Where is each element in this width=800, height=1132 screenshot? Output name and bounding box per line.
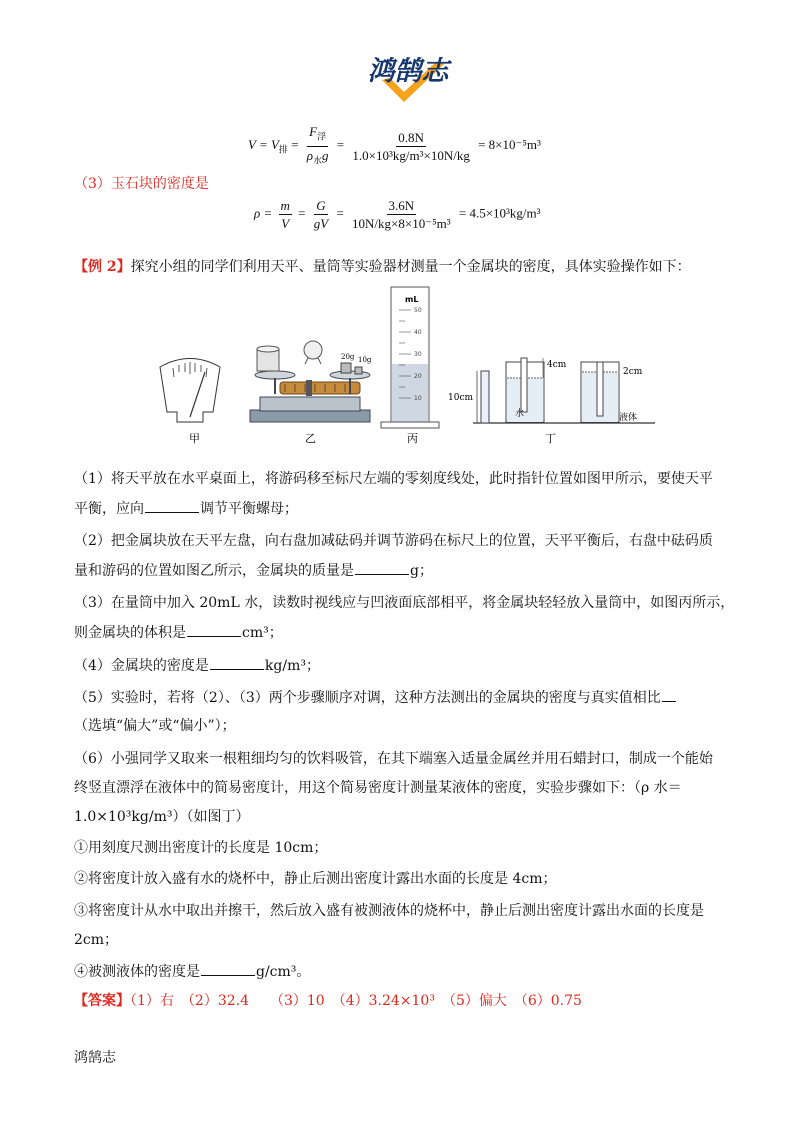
cylinder-tick-40: 40 (414, 329, 422, 336)
formula1-frac1-den-tail: g (322, 147, 329, 163)
example-intro: 探究小组的同学们利用天平、量筒等实验器材测量一个金属块的密度，具体实验操作如下： (130, 259, 691, 275)
graduated-cylinder-figure (381, 287, 439, 428)
q5-line1 (74, 687, 677, 708)
formula-volume: $V = V_排$ = $F_浮$ $\rho_水g$ = $\frac{0.8N}{\text{1.0×10³kg/m³×10N/kg}}$ = 8×10⁻⁵m³ (248, 124, 541, 166)
length-10cm: 10cm (448, 393, 474, 403)
formula2-result: = 4.5×10³kg/m³ (458, 205, 541, 221)
q4-line (74, 655, 320, 676)
answer-line (74, 991, 582, 1011)
q1-post: 调节平衡螺母； (200, 501, 298, 517)
s4-post: g/cm³。 (256, 964, 311, 980)
formula1-lhs-sub: 排 (278, 144, 288, 155)
formula2-frac2-den: gV (313, 216, 329, 231)
formula1-frac1-den-sub: 水 (313, 155, 323, 166)
liquid-label: 液体 (619, 413, 638, 423)
step-3-line1: ③将密度计从水中取出并擦干，然后放入盛有被测液体的烧杯中，静止后测出密度计露出水面的长度是 (74, 903, 704, 919)
formula2-frac1-num: m (280, 198, 290, 213)
experiment-figure (155, 282, 655, 447)
water-label: 水 (515, 409, 525, 419)
answer-text: （1）右 （2）32.4 （3）10 （4）3.24×10³ （5）偏大 （6）0.75 (130, 993, 582, 1009)
formula1-frac1-den: ρ (306, 147, 314, 163)
step-4 (74, 961, 310, 982)
formula2-frac3-num: 3.6N (388, 198, 415, 213)
formula1-frac2-den: 1.0×10³kg/m³×10N/kg (352, 147, 470, 163)
formula1-frac1-num: F (309, 124, 318, 139)
balance-figure (250, 341, 372, 422)
cylinder-unit: mL (405, 295, 419, 304)
weight-label-20g: 20g (341, 353, 355, 361)
q1-pre: 平衡，应向 (74, 501, 144, 517)
q5-blank[interactable] (662, 687, 676, 702)
cylinder-tick-50: 50 (414, 307, 422, 314)
q6-line2: 终竖直漂浮在液体中的简易密度计，用这个简易密度计测量某液体的密度，实验步骤如下：（ρ 水＝ (74, 780, 682, 796)
formula1-frac1-num-sub: 浮 (317, 131, 327, 142)
formula2-frac3-den: 10N/kg×8×10⁻⁵m³ (352, 216, 451, 231)
figure-label-bing: 丙 (407, 432, 418, 445)
formula2-lhs: ρ = (254, 205, 273, 221)
s4-pre: ④被测液体的密度是 (74, 964, 200, 980)
s4-blank[interactable] (201, 961, 255, 976)
length-2cm: 2cm (623, 367, 643, 377)
q2-line1: （2）把金属块放在天平左盘，向右盘加减砝码并调节游码在标尺上的位置，天平平衡后，右盘中砝码质 (74, 533, 713, 549)
q3-pre: 则金属块的体积是 (74, 625, 186, 641)
q2-post: g； (410, 563, 433, 579)
weight-label-10g: 10g (358, 356, 372, 364)
cylinder-tick-20: 20 (414, 373, 422, 380)
answer-tag: 【答案】 (74, 993, 130, 1009)
cylinder-tick-10: 10 (414, 395, 422, 402)
q4-blank[interactable] (210, 655, 264, 670)
q2-line2 (74, 560, 433, 581)
step-3-line2: 2cm； (74, 932, 119, 948)
logo (352, 50, 464, 106)
q3-post: cm³； (242, 625, 283, 641)
formula1-lhs: V = V (248, 137, 279, 153)
formula1-result: = 8×10⁻⁵m³ (478, 137, 541, 153)
formula1-frac2-num: 0.8N (398, 129, 424, 145)
step-1: ①用刻度尺测出密度计的长度是 10cm； (74, 840, 328, 856)
figure-label-jia: 甲 (189, 432, 200, 445)
q1-blank[interactable] (145, 498, 199, 513)
q6-line3: 1.0×10³kg/m³）（如图丁） (74, 809, 250, 825)
q5-line2: （选填“偏大”或“偏小”）； (74, 718, 236, 734)
formula2-frac1-den: V (281, 216, 290, 231)
q4-pre: （4）金属块的密度是 (74, 658, 209, 674)
density-meter-figure (448, 358, 655, 423)
logo-text: 鸿鹄志 (367, 56, 449, 87)
q1-line1: （1）将天平放在水平桌面上，将游码移至标尺左端的零刻度线处，此时指针位置如图甲所示，要使天平 (74, 471, 713, 487)
q3-line1: （3）在量筒中加入 20mL 水，读数时视线应与凹液面底部相平，将金属块轻轻放入量筒中，如图丙所示， (74, 595, 735, 611)
footer-text: 鸿鹄志 (74, 1050, 116, 1066)
formula2-frac2-num: G (316, 198, 326, 213)
formula-density: ρ = $\frac{m}{V}$ = $\frac{G}{gV}$ = $\frac{3.6N}{\text{10N/kg×8×10⁻⁵m³}}$ = 4.5×10³kg/m³ (254, 198, 541, 231)
q5-text: （5）实验时，若将（2）、（3）两个步骤顺序对调，这种方法测出的金属块的密度与真实值相比 (74, 690, 661, 706)
q3-blank[interactable] (187, 622, 241, 637)
q3-line2 (74, 622, 283, 643)
step-2: ②将密度计放入盛有水的烧杯中，静止后测出密度计露出水面的长度是 4cm； (74, 871, 557, 887)
q1-line2 (74, 498, 298, 519)
cylinder-tick-30: 30 (414, 351, 422, 358)
q2-blank[interactable] (355, 560, 409, 575)
q2-pre: 量和游码的位置如图乙所示，金属块的质量是 (74, 563, 354, 579)
example-tag: 【例 2】 (74, 259, 131, 275)
figure-label-ding: 丁 (545, 432, 556, 445)
length-4cm: 4cm (547, 360, 567, 370)
figure-label-yi: 乙 (305, 432, 316, 445)
q6-line1: （6）小强同学又取来一根粗细均匀的饮料吸管，在其下端塞入适量金属丝并用石蜡封口，制成一个能始 (74, 751, 713, 767)
q4-post: kg/m³； (264, 658, 320, 674)
step3-label: （3）玉石块的密度是 (74, 176, 209, 192)
example-heading (74, 257, 691, 277)
scale-pointer-figure (160, 359, 220, 423)
